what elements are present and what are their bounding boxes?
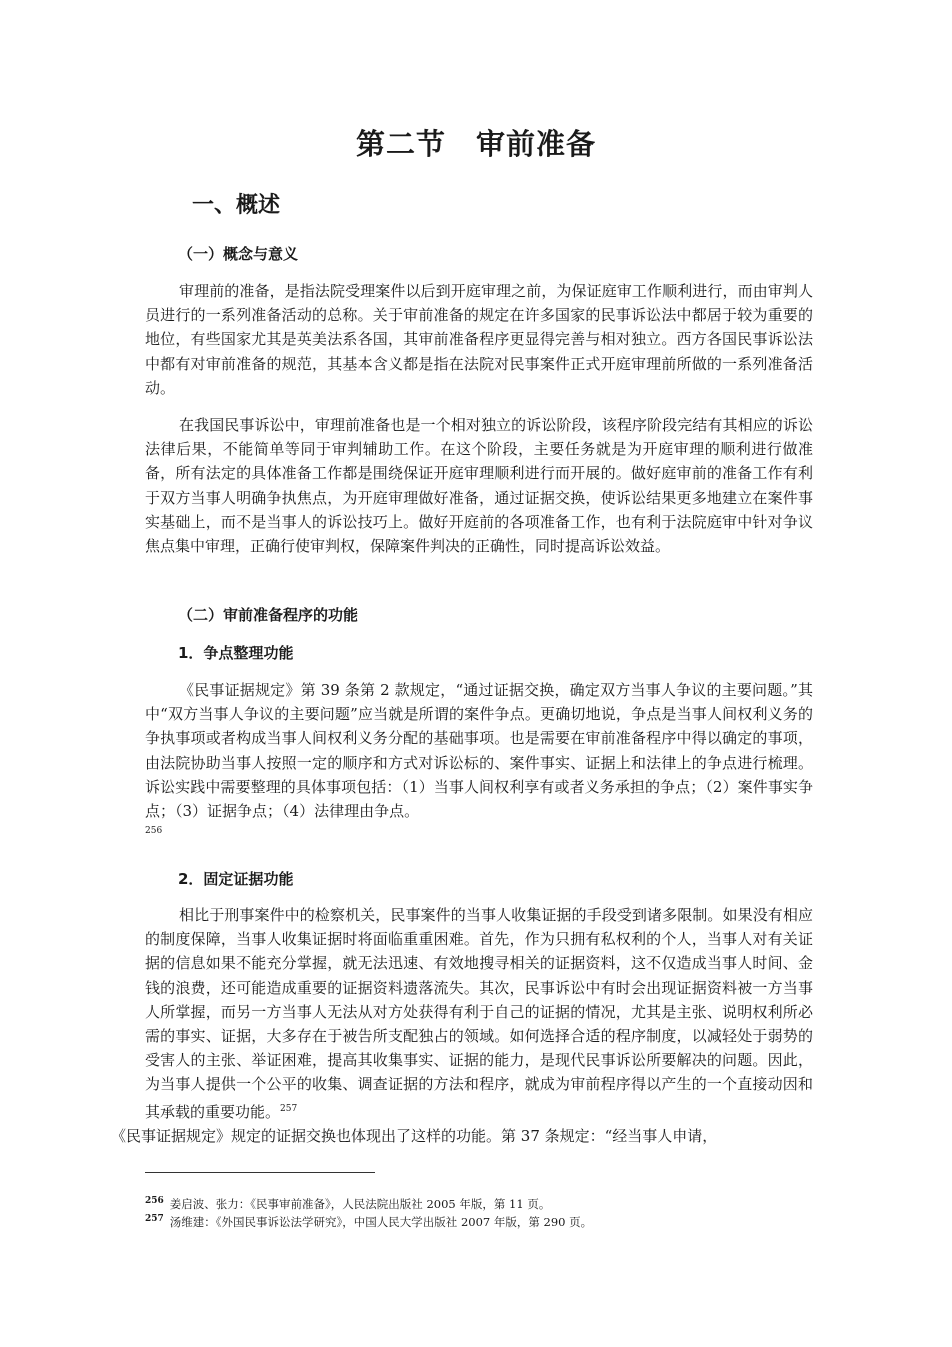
footnote-text: 汤维建：《外国民事诉讼法学研究》，中国人民大学出版社 2007 年版，第 290 页。: [169, 1214, 593, 1229]
section-title: 第二节 审前准备: [355, 127, 596, 161]
heading-functions: （二）审前准备程序的功能: [178, 606, 359, 624]
paragraph-concept-1: 审理前的准备，是指法院受理案件以后到开庭审理之前，为保证庭审工作顺利进行，而由审判人员进行的一系列准备活动的总称。关于审前准备的规定在许多国家的民事诉讼法中都居于较为重要的地位，有些国家尤其是英美法系各国，其审前准备程序更显得完善与相对独立。西方各国民事诉讼法中都有对审前准备的规范，其基本含义都是指在法院对民事案件正式开庭审理前所做的一系列准备活动。: [145, 282, 813, 397]
footnote-number: 256: [145, 1196, 164, 1206]
heading-issue-sorting: 1．争点整理功能: [178, 644, 294, 662]
heading-evidence-fixing: 2．固定证据功能: [178, 870, 294, 888]
paragraph-issue-sorting: 《民事证据规定》第 39 条第 2 款规定，“通过证据交换，确定双方当事人争议的主要问题。”其中“双方当事人争议的主要问题”应当就是所谓的案件争点。更确切地说，争点是当事人间权利义务的争执事项或者构成当事人间权利义务分配的基础事项。也是需要在审前准备程序中得以确定的事项，由法院协助当事人按照一定的顺序和方式对诉讼标的、案件事实、证据上和法律上的争点进行梳理。诉讼实践中需要整理的具体事项包括：（1）当事人间权利享有或者义务承担的争点；（2）案件事实争点；（3）证据争点；（4）法律理由争点。: [145, 681, 813, 821]
heading-overview: 一、概述: [192, 193, 281, 218]
footnote-ref-256: 256: [145, 826, 163, 836]
paragraph-evidence-fixing: [111, 903, 813, 1148]
heading-concept: （一）概念与意义: [178, 245, 299, 263]
footnote-number: 257: [145, 1214, 164, 1224]
paragraph-evidence-fixing-text: 相比于刑事案件中的检察机关，民事案件的当事人收集证据的手段受到诸多限制。如果没有相应的制度保障，当事人收集证据时将面临重重困难。首先，作为只拥有私权利的个人，当事人对有关证据的信息如果不能充分掌握，就无法迅速、有效地搜寻相关的证据资料，这不仅造成当事人时间、金钱的浪费，还可能造成重要的证据资料遗落流失。其次，民事诉讼中有时会出现证据资料被一方当事人所掌握，而另一方当事人无法从对方处获得有利于自己的证据的情况，尤其是主张、说明权利所必需的事实、证据，大多存在于被告所支配独占的领域。如何选择合适的程序制度，以减轻处于弱势的受害人的主张、举证困难，提高其收集事实、证据的能力，是现代民事诉讼所要解决的问题。因此，为当事人提供一个公平的收集、调查证据的方法和程序，就成为审前程序得以产生的一个直接动因和其承载的重要功能。: [145, 906, 813, 1121]
footnote-256: [145, 1193, 550, 1212]
paragraph-evidence-continuation: 《民事证据规定》规定的证据交换也体现出了这样的功能。第 37 条规定：“经当事人申请，: [111, 1126, 718, 1145]
footnote-257: [145, 1211, 592, 1230]
footnote-ref-257: 257: [280, 1103, 298, 1114]
paragraph-concept-2: 在我国民事诉讼中，审理前准备也是一个相对独立的诉讼阶段，该程序阶段完结有其相应的诉讼法律后果，不能简单等同于审判辅助工作。在这个阶段，主要任务就是为开庭审理的顺利进行做准备，所有法定的具体准备工作都是围绕保证开庭审理顺利进行而开展的。做好庭审前的准备工作有利于双方当事人明确争执焦点，为开庭审理做好准备，通过证据交换，使诉讼结果更多地建立在案件事实基础上，而不是当事人的诉讼技巧上。做好开庭前的各项准备工作，也有利于法院庭审中针对争议焦点集中审理，正确行使审判权，保障案件判决的正确性，同时提高诉讼效益。: [145, 416, 813, 556]
footnote-text: 姜启波、张力：《民事审前准备》，人民法院出版社 2005 年版，第 11 页。: [169, 1196, 551, 1211]
footnote-divider: [145, 1172, 375, 1173]
